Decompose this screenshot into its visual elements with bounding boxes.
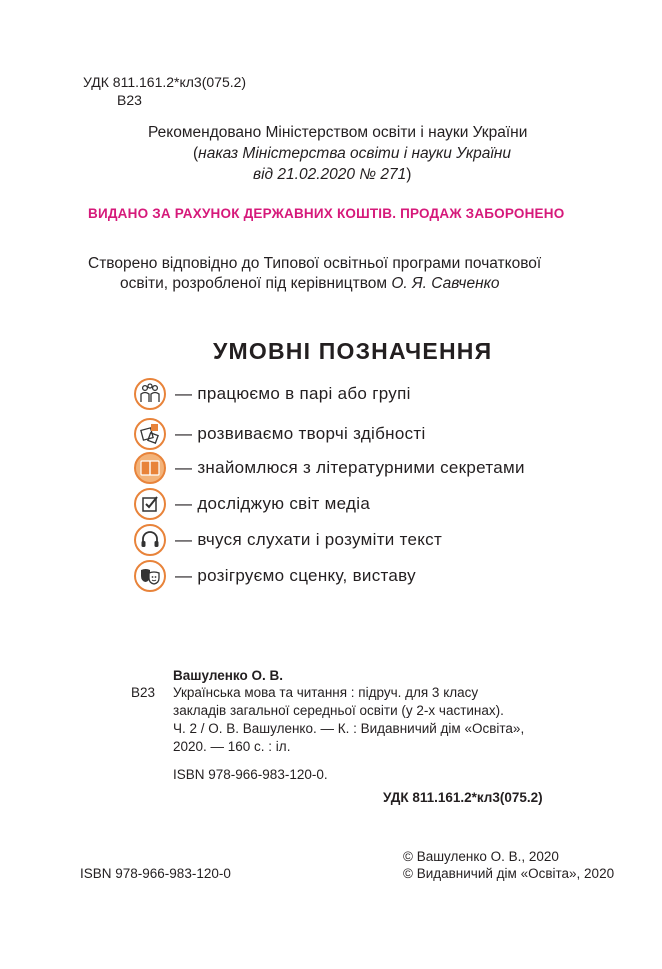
recommendation-line3: від 21.02.2020 № 271) (253, 166, 412, 183)
headphones-icon (134, 524, 166, 556)
bib-udk: УДК 811.161.2*кл3(075.2) (383, 790, 543, 805)
theatre-masks-icon (134, 560, 166, 592)
bib-line3: Ч. 2 / О. В. Вашуленко. — К. : Видавничий дім «Освіта», (173, 721, 525, 736)
bib-line4: 2020. — 160 с. : іл. (173, 739, 291, 754)
creative-puzzle-icon (134, 418, 166, 450)
legend-item-text: — досліджую світ медіа (175, 494, 371, 513)
legend-title: УМОВНІ ПОЗНАЧЕННЯ (213, 338, 493, 364)
bib-code: В23 (131, 685, 156, 700)
catalog-code: В23 (117, 92, 142, 108)
legend-item (134, 524, 442, 556)
book-icon (134, 452, 166, 484)
legend-item-text: — знайомлюся з літературними секретами (175, 458, 525, 477)
legend-item-text: — вчуся слухати і розуміти текст (175, 530, 443, 549)
created-line1: Створено відповідно до Типової освітньої програми початкової (88, 255, 542, 272)
legend-item (134, 418, 426, 450)
bib-isbn: ISBN 978-966-983-120-0. (173, 767, 328, 782)
bib-author: Вашуленко О. В. (173, 668, 283, 683)
legend-item (134, 560, 416, 592)
copyright-author: © Вашуленко О. В., 2020 (403, 849, 559, 864)
recommendation-line1: Рекомендовано Міністерством освіти і науки України (148, 124, 528, 141)
udk-code: УДК 811.161.2*кл3(075.2) (83, 74, 247, 90)
legend-item (134, 488, 370, 520)
created-line2: освіти, розробленої під керівництвом О. Я. Савченко (120, 275, 500, 292)
state-funds-notice: ВИДАНО ЗА РАХУНОК ДЕРЖАВНИХ КОШТІВ. ПРОДАЖ ЗАБОРОНЕНО (88, 206, 565, 221)
checkbox-media-icon (134, 488, 166, 520)
legend-item (134, 378, 411, 410)
legend-item-text: — розігруємо сценку, виставу (175, 566, 416, 585)
bib-line1: Українська мова та читання : підруч. для 3 класу (173, 685, 479, 700)
recommendation-line2: (наказ Міністерства освіти і науки України (193, 145, 512, 162)
copyright-publisher: © Видавничий дім «Освіта», 2020 (403, 866, 615, 881)
legend-item-text: — працюємо в парі або групі (175, 384, 411, 403)
group-work-icon (134, 378, 166, 410)
footer-isbn: ISBN 978-966-983-120-0 (80, 866, 231, 881)
legend-item-text: — розвиваємо творчі здібності (175, 424, 426, 443)
legend-item (134, 452, 525, 484)
bib-line2: закладів загальної середньої освіти (у 2-х частинах). (173, 703, 504, 718)
